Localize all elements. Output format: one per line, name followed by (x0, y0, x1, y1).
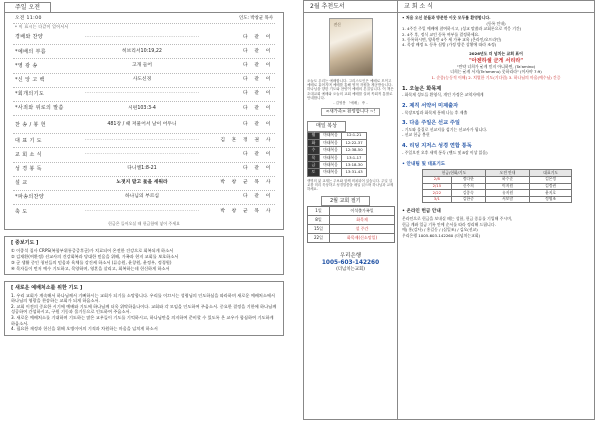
flower-row: 15일 설 주간 (308, 224, 395, 233)
news-4-title: 4. 리딩 지저스 성경 연합 통독 (402, 143, 472, 150)
news-3-text-b: - 선교 헌금 봉헌 (402, 132, 430, 138)
order-item-by: 다 같 이 (243, 77, 273, 83)
order-item-name: *영 광 송 (15, 62, 38, 69)
online-text: 예) 홍(감사) / 홍길동 / (십일조) / 김오(선교) (402, 227, 478, 233)
order-row (13, 59, 275, 73)
order-item-by: 다 같 이 (243, 48, 273, 54)
news-register-step: 1. 4주간 주일 예배에 참여하시고, (성교 말씀과 교회론으로 적응 기간) (402, 26, 522, 32)
order-dots: ······························································· (84, 34, 200, 40)
order-row (13, 31, 275, 45)
flower-row: 8일 화목제 (308, 215, 395, 224)
order-item-content: 시편103:3-4 (128, 105, 156, 111)
book-cover-image (329, 18, 373, 76)
usher-row: 2/8 정다한 하수준 김은정 (423, 176, 572, 183)
bible-table (307, 132, 367, 177)
prayer-item: ② 김재환(여환정) 선교사의 건강회복과 당대한 믿음을 위해, 가족과 현지 교회를 보호하소서 (11, 253, 179, 259)
order-item-name: *신 앙 고 백 (15, 77, 45, 84)
usher-row: 2/22 김종숙 유지원 윤지호 (423, 190, 572, 197)
flower-tab: 2월 교회 절기 (321, 196, 370, 206)
online-text: 우리은행 1005-603-142260 (더넘치는교회) (402, 232, 481, 238)
bible-row: 월 마태복음 12:1-21 (308, 132, 367, 139)
theme-sub2: 너희는 굳게 서지(Te'amenu) 못하리라" (이사야 7:9) (450, 69, 542, 75)
preacher: 인도: 박창균 목사 (239, 16, 273, 22)
welcome-label: <새가족> 환영합니다 ~! (321, 108, 381, 116)
vision-item: 2. 교회 이전의 중요한 시기에 예배와 기도에 하나님께 더욱 위탁하옵나이다. 교회와 각 모임을 인도하여 주옵소서. 중요한 결정을 기한에 하나님께 성공하여 간섭하시고, 구원 기동과 물기동으로 인도하여 주옵소서. (11, 304, 277, 315)
bank-info (307, 253, 394, 273)
usher-head: 헌금/헌화/기도 오전 안내 대표기도 (423, 170, 572, 177)
bible-note: 생명의 삶 교재는 주보와 함께 비치되어 있습니다. 주일 설교를 미리 묵상하고 성경말씀을 매일 읽으며 하나님과 교제하세요. (307, 178, 394, 192)
order-item-by: 다 같 이 (243, 151, 273, 157)
bank-holder: (더넘치는교회) (336, 266, 365, 272)
theme-sub: "만약 너희가 굳게 믿지 아니하면, (Ta'amino) (456, 63, 536, 69)
worship-tabhead (4, 0, 284, 13)
order-row (13, 134, 275, 148)
order-item-name: 축 도 (15, 209, 28, 216)
usher-table (422, 169, 572, 203)
prayer-item: ③ 군 생활 중인 청년들의 믿음과 육체를 강건케 하소서 (류승원, 윤창원, 윤정우, 정경원) (11, 259, 172, 265)
news-2-text: - 목장모임과 화목제 통해 나눔 후 제출 (402, 109, 468, 115)
order-item-by: 박 창 균 목 사 (220, 180, 273, 186)
prayer-item: ① 이종석 집사 CRPS(복합부위통증증후군)가 치료되어 온전한 건강으로 회복되게 하소서 (11, 248, 174, 253)
news-4-text: - 주일오전 오후 새벽 통독 (밴드 및 8장 이상 읽음) (402, 149, 488, 155)
theme-goals: 1. 순종(능동적 이해) 2. 치열한 기도(기다림) 3. 하나님의 마음(예수님) 간증 (431, 74, 561, 80)
order-row (13, 74, 275, 88)
online-text: 온라인으로 헌금을 보내실 때는 성함, 헌금 종류를 기입해 주시며, (402, 216, 513, 222)
news-3-title: 3. 다음 주일은 선교 주일 (402, 120, 460, 127)
order-item-name: *회개의기도 (15, 91, 45, 98)
left-page (4, 0, 284, 420)
bank-account: 1005-603-142260 (321, 259, 380, 266)
bible-row: 화 마태복음 12:22-37 (308, 139, 367, 146)
order-dots: ······························································· (84, 91, 200, 97)
order-item-by: 김 혼 정 권 사 (220, 137, 273, 143)
order-item-content: 히브리서10:19,22 (122, 48, 162, 54)
bible-row: 목 마태복음 13:1-17 (308, 154, 367, 161)
order-item-name: 찬 송 / 봉 헌 (15, 121, 46, 128)
order-item-name: 설 교 (15, 180, 28, 187)
sermon-title: 노젓지 말고 돛을 세워라 (116, 180, 168, 186)
order-dots: ······························································· (84, 209, 200, 215)
order-item-by: 다 같 이 (243, 105, 273, 111)
order-row (13, 163, 275, 177)
news-3-text: - 기도와 물질로 선교지를 섬기는 선교사가 됩니다. (402, 126, 488, 132)
bible-row: 금 마태복음 13:18-30 (308, 162, 367, 169)
news-register-step: 2. 4주 후, 정식 교인 등록 여부를 결정하세요. (402, 31, 480, 37)
right-page (303, 0, 595, 420)
order-item-by: 다 같 이 (243, 34, 273, 40)
worship-tab: 주일 오전 (4, 2, 51, 13)
order-row (13, 205, 275, 219)
order-row (13, 177, 275, 191)
order-row (13, 88, 275, 102)
order-item-name: 경배와 찬양 (15, 34, 44, 41)
vision-title: [ 새로운 예배처소를 위한 기도 ] (11, 285, 83, 292)
bible-row: 수 마태복음 12:38-50 (308, 147, 367, 154)
order-item-content: 사도신경 (132, 77, 152, 83)
order-dots: ······························································· (84, 137, 200, 143)
order-item-name: 교 회 소 식 (15, 151, 42, 158)
online-text: 헌금 계좌 입금 기록 안에 순서를 따라 정리해 드립니다. (402, 221, 496, 227)
right-left-column (303, 13, 398, 420)
order-item-by: 다 같 이 (243, 62, 273, 68)
theme-year: 2026년도 더 넘치는 교회 표어 (469, 51, 523, 57)
order-item-by: 다 같 이 (243, 91, 273, 97)
book-author: - 김영봉 「예배」 中 - (333, 101, 368, 106)
news-register-step: 3. 등록하시면, 양육반 4주 세 가족 교육 (온라인/오프라인) (402, 36, 502, 42)
order-item-name: *사죄와 위로의 말씀 (15, 105, 64, 112)
prayer-box (4, 236, 284, 275)
news-2-title: 2. 제직 서약서 미제출자 (402, 103, 459, 110)
order-item-content: 다니엘1:8-21 (127, 166, 157, 172)
order-item-content: 하나님의 부르심 (125, 194, 159, 200)
usher-title: • 안내팀 및 대표기도 (402, 161, 446, 167)
order-item-name: 성 경 봉 독 (15, 165, 42, 172)
usher-row: 3/1 김한중 서보람 정영조 (423, 196, 572, 203)
bank-name: 우리은행 (339, 252, 362, 259)
order-row (13, 191, 275, 205)
order-item-content: 고개 들어 (131, 62, 153, 68)
order-row (13, 102, 275, 116)
service-time: 오전 11:00 (15, 16, 42, 22)
prayer-item: ④ 목자들이 먼저 예수 기도하고, 목양하며, 영혼을 살리고, 회복하는데 헌신하게 하소서 (11, 265, 170, 271)
news-register: (등록 안내) (486, 20, 506, 26)
order-item-by: 다 같 이 (243, 121, 273, 127)
prayer-title: [ 중보기도 ] (11, 240, 39, 247)
order-item-by: 다 같 이 (243, 194, 273, 200)
stand-note-row (13, 24, 275, 31)
vision-item: 4. 필요한 재정과 헌신을 위해 오병이어의 기적과 차원하는 마음을 넘치게 하소서 (11, 326, 158, 332)
order-row (13, 45, 275, 59)
news-1-title: 1. 오늘은 화목제 (402, 85, 442, 92)
book-cover-text: 전신 (333, 21, 341, 27)
right-tabs (303, 0, 595, 13)
news-tab: 교 회 소 식 (398, 0, 595, 13)
stand-note: * 이 표시는 다같이 일어서서 (15, 24, 69, 30)
vision-item: 1. 우리 교회가 계속해서 하나님께서 기뻐하시는 교회가 되기를 소망합니다. 우리를 이끄시는 성령님의 인도하심을 따라하며 새로운 예배처소에서 하나님의 영광을 찬송하는 교회가 되게 하옵소서. (11, 293, 275, 304)
offering-note: 헌금은 들어오실 때 헌금함에 넣어 주세요 (107, 221, 181, 227)
news-register-step: 4. 목장 배정 5. 등록 심방 (가정 방문 상황에 따라 조정) (402, 42, 497, 48)
theme-verse: "아젠하셀 군게 서리라" (468, 57, 524, 64)
book-description: 오늘도 우리는 예배합니다. 그리스도인은 예배로 모이고 예배로 흩어지며 예배를 통해 영적 자원을 제공받습니다. 하나님을 향한 기도와 찬양이 예배의 본질입니다. 이 책은 초대교회 예배와 오늘의 교회 예배를 살펴 목회적 통찰로 안내합니다. (307, 78, 394, 100)
online-title: • 온라인 헌금 안내 (402, 209, 441, 215)
flower-row: 1일 이석출가족일 (308, 206, 395, 215)
flower-table (307, 206, 395, 243)
church-news (398, 13, 595, 420)
vision-item: 3. 새로운 예배처소를 기대하며 기도하는 많은 교우들이 기도를 기억하시고, 하나님만을 의지하여 준비할 수 있도록 온 교우가 합심하여 기도하게 하옵소서. (11, 315, 274, 326)
order-dots: ······························································· (84, 151, 200, 157)
order-of-service (4, 13, 284, 230)
bible-row: 토 마태복음 13:31-43 (308, 169, 367, 176)
order-item-content: 481장 / 때 저물어서 날이 어두니 (107, 121, 177, 127)
order-item-name: 대 표 기 도 (15, 137, 42, 144)
order-item-name: *예배의 부름 (15, 48, 47, 55)
order-item-by: 박 창 균 목 사 (220, 209, 273, 215)
right-columns (303, 13, 595, 420)
bible-tab: 매일 복상 (307, 121, 346, 131)
order-item-by: 다 같 이 (243, 166, 273, 172)
order-row (13, 148, 275, 162)
order-header (13, 15, 275, 24)
flower-row: 22일 화목제(신소망일) (308, 233, 395, 242)
usher-row: 2/15 신주희 이지원 김정권 (423, 183, 572, 190)
order-item-name: *파송의찬양 (15, 194, 45, 201)
welcome-row (307, 110, 394, 116)
news-1-text: - 화목제 성도들 환영식, 개인 가정은 교역자에게 (402, 92, 484, 98)
order-row (13, 116, 275, 134)
news-welcome: • 처음 오신 분들과 방문한 이웃 모두를 환영합니다. (402, 15, 491, 21)
book-tab: 2월 추천도서 (303, 0, 398, 13)
vision-box (4, 281, 284, 336)
